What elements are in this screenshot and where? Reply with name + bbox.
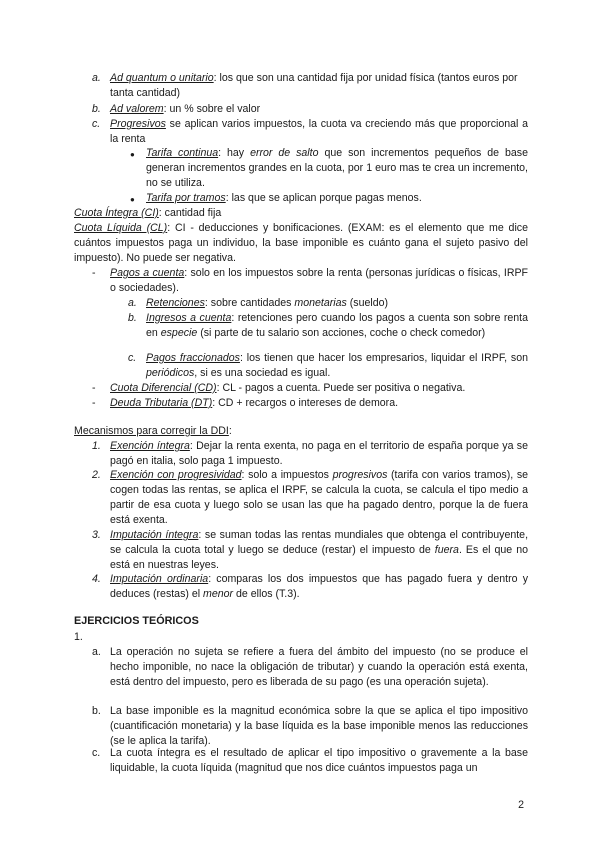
list-marker: b.	[128, 312, 137, 324]
list-item-retenciones: Retenciones: sobre cantidades monetarias (sueldo)	[146, 297, 389, 309]
term: Imputación íntegra	[110, 529, 199, 541]
page-number: 2	[518, 799, 524, 811]
list-item-deuda-tributaria: Deuda Tributaria (DT): CD + recargos o intereses de demora.	[110, 397, 399, 409]
exercise-number: 1.	[74, 631, 83, 643]
term: Pagos a cuenta	[110, 267, 185, 279]
term: Mecanismos para corregir la DDI	[74, 425, 229, 437]
list-marker: -	[92, 382, 96, 394]
list-item-ingresos-cuenta: Ingresos a cuenta: retenciones pero cuando los pagos a cuenta son sobre renta en especie (si parte de tu salario son acciones, coche o check comedor)	[146, 312, 528, 339]
exercise-answer-b: La base imponible es la magnitud económica sobre la que se aplica el tipo impositivo (cuantificación monetaria) y la base líquida es la base imponible menos las reducciones (se le aplica la tarifa).	[110, 705, 528, 747]
list-marker: -	[92, 267, 96, 279]
exercise-answer-a: La operación no sujeta se refiere a fuera del ámbito del impuesto (no se produce el hecho imponible, no nace la obligación de tributar) y cuando la operación está exenta, está dentro del impuesto, pero es liberada de su pago (es una operación sujeta).	[110, 646, 528, 688]
term: Progresivos	[110, 118, 166, 130]
term: Imputación ordinaria	[110, 573, 209, 585]
list-marker: c.	[128, 352, 137, 364]
list-marker: c.	[92, 118, 101, 130]
list-item-imputacion-ordinaria: Imputación ordinaria: comparas los dos impuestos que has pagado fuera y dentro y deduces (restas) el menor de ellos (T.3).	[110, 573, 528, 600]
term: Retenciones	[146, 297, 205, 309]
term: Pagos fraccionados	[146, 352, 240, 364]
list-marker: 2.	[92, 469, 101, 481]
list-item-ad-valorem: Ad valorem: un % sobre el valor	[110, 103, 261, 115]
list-item-pagos-fraccionados: Pagos fraccionados: los tienen que hacer los empresarios, liquidar el IRPF, son periódicos, si es una sociedad es igual.	[146, 352, 528, 379]
bullet-icon: ●	[130, 150, 135, 159]
list-item-exencion-progresividad: Exención con progresividad: solo a impuestos progresivos (tarifa con varios tramos), se cogen todas las rentas, se aplica el IRPF, se calcula la cuota, se calcula el tipo medio a partir de esa cuota y luego solo se usan las que ha pagado dentro, porque la de fuera está exenta.	[110, 469, 529, 526]
list-item-exencion-integra: Exención íntegra: Dejar la renta exenta, no paga en el territorio de españa porque ya se pagó en italia, solo paga 1 impuesto.	[110, 440, 528, 467]
list-item-tarifa-continua: Tarifa continua: hay error de salto que son incrementos pequeños de base generan incrementos grandes en la cuota, por 1 euro mas te crea un incremento, no se utiliza.	[146, 147, 528, 189]
list-marker: 4.	[92, 573, 101, 585]
paragraph-mecanismos: Mecanismos para corregir la DDI:	[74, 425, 232, 437]
section-heading: EJERCICIOS TEÓRICOS	[74, 615, 199, 627]
term: Ad quantum o unitario	[110, 72, 214, 84]
list-marker: a.	[92, 646, 101, 658]
term: Deuda Tributaria (DT)	[110, 397, 213, 409]
list-item-tarifa-tramos: Tarifa por tramos: las que se aplican porque pagas menos.	[146, 192, 422, 204]
term: Cuota Íntegra (CI)	[74, 207, 159, 219]
term: Tarifa por tramos	[146, 192, 226, 204]
list-item-pagos-cuenta: Pagos a cuenta: solo en los impuestos sobre la renta (personas jurídicas o físicas, IRPF o sociedades).	[110, 267, 529, 294]
term: Cuota Líquida (CL)	[74, 222, 168, 234]
term: Exención con progresividad	[110, 469, 242, 481]
bullet-icon: ●	[130, 195, 135, 204]
term: Ingresos a cuenta	[146, 312, 232, 324]
list-marker: a.	[92, 72, 101, 84]
list-marker: 3.	[92, 529, 101, 541]
list-item-cuota-diferencial: Cuota Diferencial (CD): CL - pagos a cuenta. Puede ser positiva o negativa.	[110, 382, 466, 394]
list-item-progresivos: Progresivos se aplican varios impuestos, la cuota va creciendo más que proporcional a la renta	[110, 118, 528, 145]
list-item-imputacion-integra: Imputación íntegra: se suman todas las rentas mundiales que obtenga el contribuyente, se calcula la cuota total y luego se deduce (restar) el impuesto de fuera. Es el que no está en nuestras leyes.	[110, 529, 529, 571]
term: Ad valorem	[110, 103, 164, 115]
paragraph-cuota-integra: Cuota Íntegra (CI): cantidad fija	[74, 207, 222, 219]
list-marker: b.	[92, 103, 101, 115]
list-marker: b.	[92, 705, 101, 717]
list-marker: -	[92, 397, 96, 409]
term: Cuota Diferencial (CD)	[110, 382, 217, 394]
list-item-ad-quantum: Ad quantum o unitario: los que son una cantidad fija por unidad física (tantos euros por tanta cantidad)	[110, 72, 518, 99]
list-marker: 1.	[92, 440, 101, 452]
list-marker: a.	[128, 297, 137, 309]
term: Tarifa continua	[146, 147, 219, 159]
paragraph-cuota-liquida: Cuota Líquida (CL): CI - deducciones y bonificaciones. (EXAM: es el elemento que me dice cuántos impuestos paga un individuo, la base imponible es cuánto gana el sujeto pasivo del impuesto). No puede ser negativa.	[74, 222, 528, 264]
exercise-answer-c: La cuota íntegra es el resultado de aplicar el tipo impositivo o gravemente a la base liquidable, la cuota líquida (magnitud que nos dice cuántos impuestos paga un	[110, 747, 528, 774]
term: Exención íntegra	[110, 440, 190, 452]
list-marker: c.	[92, 747, 101, 759]
